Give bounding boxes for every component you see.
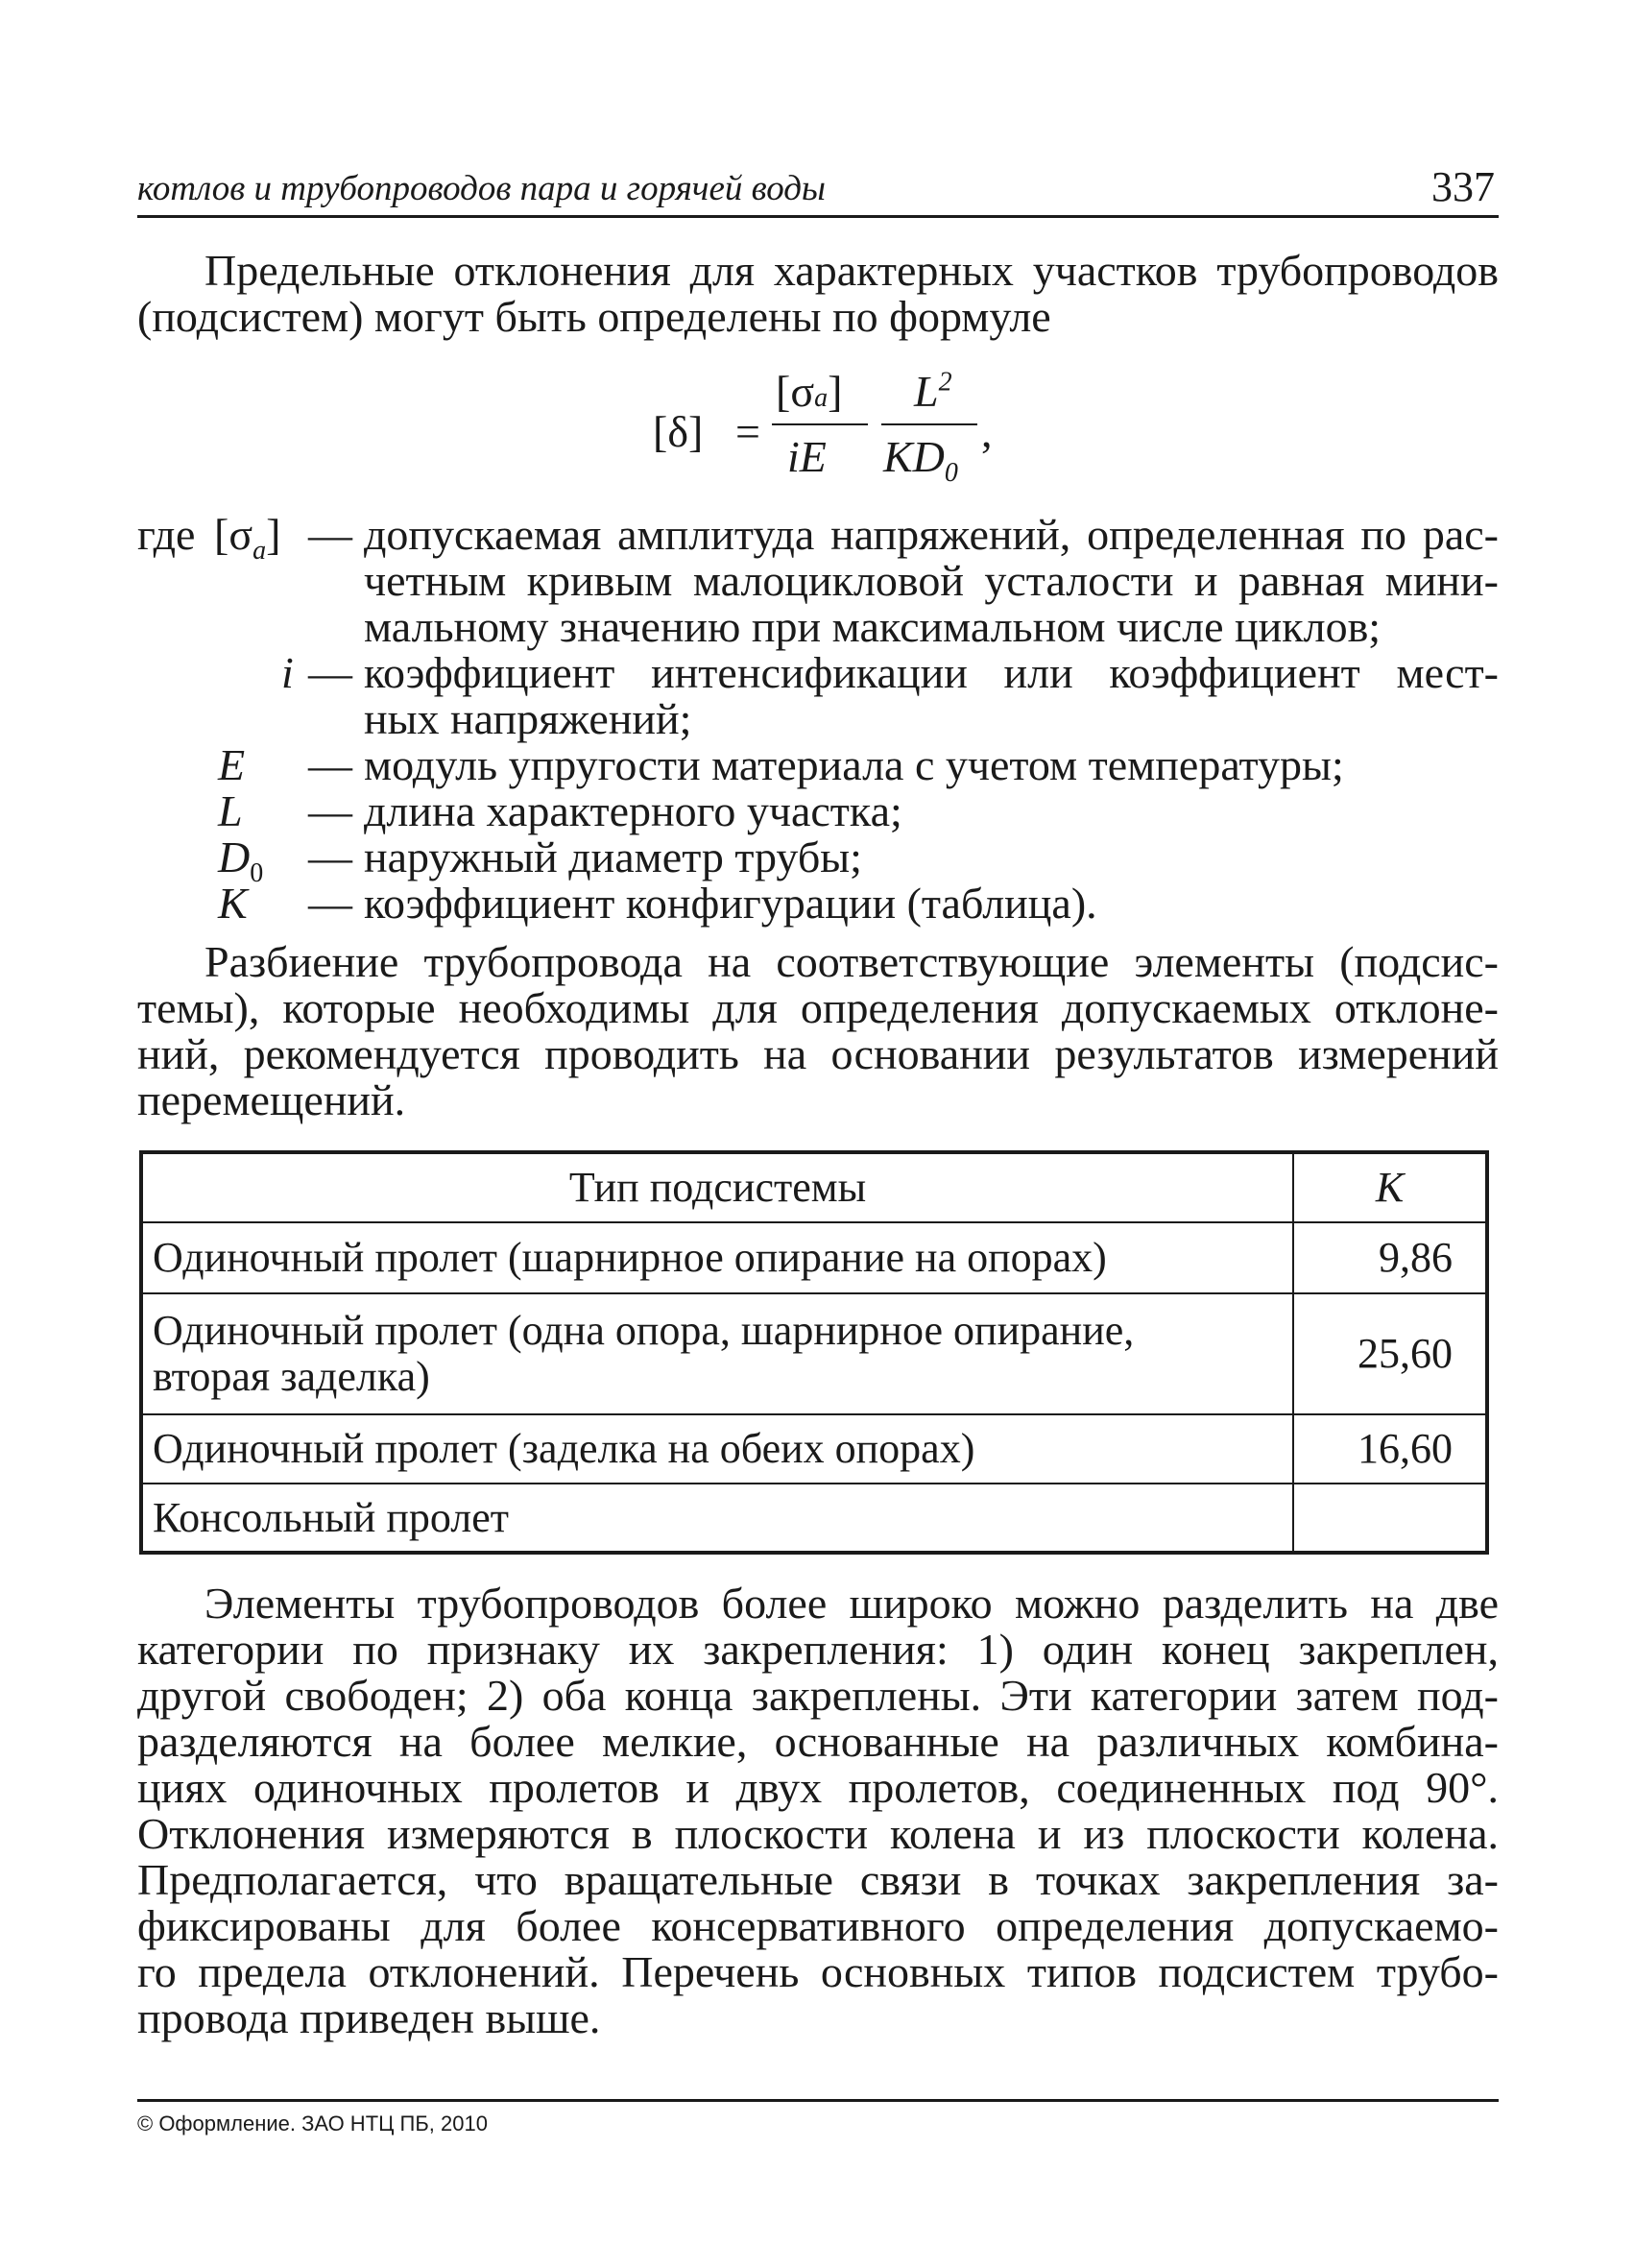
subsystem-type-cell: Одиночный пролет (заделка на обеих опорах) <box>141 1414 1293 1484</box>
cell-line: Одиночный пролет (одна опора, шарнирное опирание, <box>153 1307 1135 1354</box>
definition-text: модуль упругости материала с учетом температуры; <box>364 740 1344 789</box>
definition-dash: — <box>308 832 352 881</box>
formula-denominator-kd: $KD_0$ <box>883 432 958 489</box>
configuration-coefficient-table <box>139 1150 1489 1555</box>
paragraph-line: категории по признаку их закрепления: 1) один конец закреплен, <box>137 1625 1499 1674</box>
formula-lhs: [δ] <box>653 407 704 456</box>
paragraph-line: Элементы трубопроводов более широко можно разделить на две <box>204 1579 1499 1628</box>
cell-line: вторая заделка) <box>153 1353 430 1400</box>
formula-numerator-sigma: [σa] <box>776 367 843 416</box>
definition-dash: — <box>308 510 352 559</box>
paragraph-line: темы), которые необходимы для определения допускаемых отклоне- <box>137 983 1499 1032</box>
copyright-text: © Оформление. ЗАО НТЦ ПБ, 2010 <box>137 2111 488 2135</box>
definition-dash: — <box>308 786 352 835</box>
definition-l <box>137 785 1499 835</box>
table-row <box>141 1484 1487 1553</box>
table-row <box>141 1293 1487 1414</box>
definition-dash: — <box>308 879 352 928</box>
k-symbol: K <box>218 879 248 928</box>
k-value-cell <box>1293 1484 1487 1553</box>
definition-e <box>137 739 1499 789</box>
paragraph-line: циях одиночных пролетов и двух пролетов, соединенных под 90°. <box>137 1763 1499 1812</box>
paragraph-line: Разбиение трубопровода на соответствующие элементы (подсис- <box>204 937 1499 986</box>
fraction-bar <box>881 423 977 425</box>
intro-line: Предельные отклонения для характерных участков трубопроводов <box>204 246 1499 295</box>
definition-text: наружный диаметр трубы; <box>364 832 862 881</box>
definition-dash: — <box>308 648 352 697</box>
k-value-cell: 9,86 <box>1293 1222 1487 1293</box>
formula-denominator-ie: iE <box>787 432 827 481</box>
definition-d0 <box>137 832 1499 889</box>
definition-continuation <box>137 601 1499 651</box>
definition-text: коэффициент конфигурации (таблица). <box>364 879 1097 928</box>
definition-text: длина характерного участка; <box>364 786 902 835</box>
copyright-footer <box>137 2099 1499 2136</box>
formula-numerator-l: $L^2$ <box>914 367 952 416</box>
definition-text: четным кривым малоцикловой усталости и равная мини- <box>364 556 1499 605</box>
k-value-cell: 25,60 <box>1293 1293 1487 1414</box>
column-header-type: Тип подсистемы <box>141 1152 1293 1222</box>
definition-text: коэффициент интенсификации или коэффициент мест- <box>364 648 1499 697</box>
definition-continuation <box>137 693 1499 743</box>
definition-k <box>137 878 1499 928</box>
subsystem-type-cell <box>141 1293 1293 1414</box>
paragraph-line: Предполагается, что вращательные связи в точках закрепления за- <box>137 1855 1499 1904</box>
l-symbol: L <box>218 786 243 835</box>
definition-text: ных напряжений; <box>364 694 692 743</box>
paragraph-line: перемещений. <box>137 1075 406 1124</box>
paragraph-line: го предела отклонений. Перечень основных типов подсистем трубо- <box>137 1947 1499 1996</box>
where-label: где <box>137 510 196 559</box>
sigma-symbol: $[\sigma_a]$ <box>214 510 281 567</box>
intro-line: (подсистем) могут быть определены по формуле <box>137 292 1051 341</box>
paragraph-line: другой свободен; 2) оба конца закреплены. Эти категории затем под- <box>137 1671 1499 1720</box>
running-header <box>137 165 1499 218</box>
running-title: котлов и трубопроводов пара и горячей воды <box>137 169 826 208</box>
intro-paragraph <box>137 248 1499 340</box>
i-symbol: i <box>281 648 294 697</box>
fraction-bar <box>772 423 868 425</box>
page-number: 337 <box>1431 163 1495 210</box>
table-row <box>141 1222 1487 1293</box>
e-symbol: E <box>218 740 246 789</box>
definition-text: допускаемая амплитуда напряжений, определенная по рас- <box>364 510 1499 559</box>
definition-sigma <box>137 509 1499 567</box>
paragraph-line: Отклонения измеряются в плоскости колена и из плоскости колена. <box>137 1809 1499 1858</box>
table-row <box>141 1414 1487 1484</box>
formula-comma: , <box>981 407 993 456</box>
definition-text: мальному значению при максимальном числе циклов; <box>364 602 1382 651</box>
deviation-formula <box>653 360 998 504</box>
subsystem-type-cell: Одиночный пролет (шарнирное опирание на опорах) <box>141 1222 1293 1293</box>
paragraph-line: фиксированы для более консервативного определения допускаемо- <box>137 1901 1499 1950</box>
column-header-k: K <box>1293 1152 1487 1222</box>
categories-paragraph <box>137 1580 1499 2041</box>
definition-continuation <box>137 555 1499 605</box>
definition-dash: — <box>308 740 352 789</box>
paragraph-line: ний, рекомендуется проводить на основании результатов измерений <box>137 1029 1499 1078</box>
paragraph-line: провода приведен выше. <box>137 1993 601 2042</box>
table-header-row <box>141 1152 1487 1222</box>
partition-paragraph <box>137 939 1499 1123</box>
formula-equals: = <box>735 407 760 456</box>
subsystem-type-cell: Консольный пролет <box>141 1484 1293 1553</box>
paragraph-line: разделяются на более мелкие, основанные на различных комбина- <box>137 1717 1499 1766</box>
k-value-cell: 16,60 <box>1293 1414 1487 1484</box>
definition-i <box>137 647 1499 697</box>
d0-symbol: $D_0$ <box>218 832 264 889</box>
